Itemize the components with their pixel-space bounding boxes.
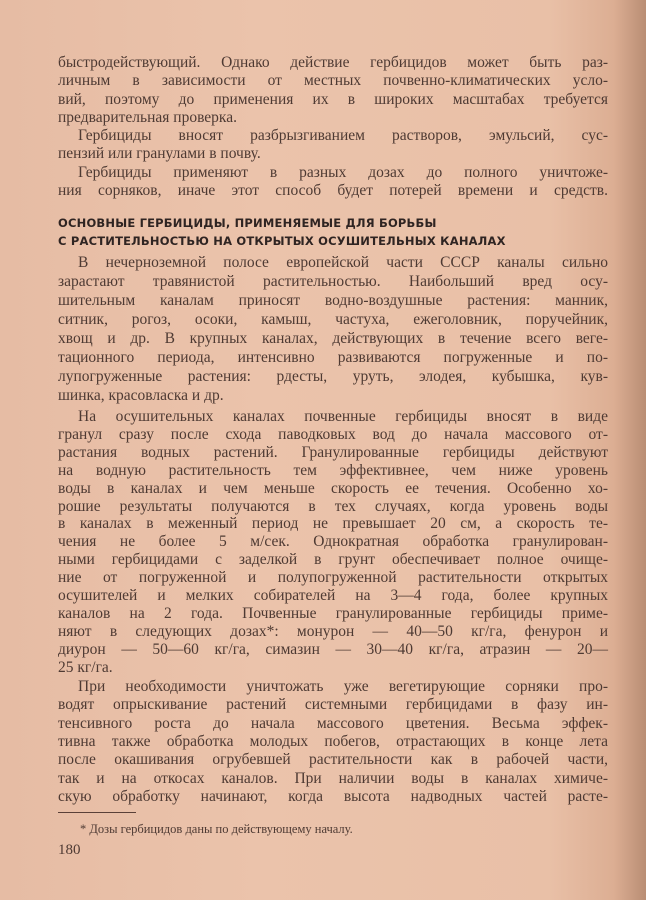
paragraph-4-line: шинка, красовласка и др. xyxy=(58,387,224,404)
paragraph-5-line: чения не более 5 м/сек. Однократная обработка гранулирован- xyxy=(58,533,608,551)
paragraph-3-line: ния сорняков, иначе этот способ будет потерей времени и средств. xyxy=(58,182,608,200)
paragraph-4-line: В нечерноземной полосе европейской части СССР каналы сильно xyxy=(78,254,608,271)
paragraph-5-line: На осушительных каналах почвенные гербициды вносят в виде xyxy=(78,408,608,425)
paragraph-5-line: осушителей и мелких собирателей на 3—4 года, более крупных xyxy=(58,587,608,604)
paragraph-6-line: тенсивного роста до начала массового цветения. Весьма эффек- xyxy=(58,714,608,732)
paragraph-5-line: 25 кг/га. xyxy=(58,658,113,676)
footnote-divider xyxy=(58,812,136,813)
paragraph-4-line: лупогруженные растения: рдесты, уруть, элодея, кубышка, кув- xyxy=(58,368,608,385)
paragraph-6-line: При необходимости уничтожать уже вегетирующие сорняки про- xyxy=(78,678,608,695)
paragraph-5-line: гранул сразу после схода паводковых вод до начала массового от- xyxy=(58,425,608,443)
paragraph-5-line: диурон — 50—60 кг/га, симазин — 30—40 кг/га, атразин — 20— xyxy=(58,640,608,658)
paragraph-5-line: ными гербицидами с заделкой в грунт обеспечивает полное очище- xyxy=(58,551,608,569)
paragraph-4-line: ситник, рогоз, осоки, камыш, частуха, ежеголовник, поручейник, xyxy=(58,311,608,328)
paragraph-6-line: после окашивания огрубевшей растительности как в рабочей части, xyxy=(58,751,608,769)
page-number: 180 xyxy=(58,842,81,858)
paragraph-4-line: хвощ и др. В крупных каналах, действующих в течение всего веге- xyxy=(58,330,608,347)
paragraph-6-line: тивна также обработка молодых побегов, отрастающих в конце лета xyxy=(58,732,608,750)
paragraph-1-line: предварительная проверка. xyxy=(58,109,237,127)
paragraph-4-line: шительным каналам приносят водно-воздушные растения: манник, xyxy=(58,292,608,309)
section-heading-line-2: С РАСТИТЕЛЬНОСТЬЮ НА ОТКРЫТЫХ ОСУШИТЕЛЬНЫХ КАНАЛАХ xyxy=(58,234,506,248)
paragraph-3-line: Гербициды применяют в разных дозах до полного уничтоже- xyxy=(78,164,608,181)
paragraph-5-line: растания водных растений. Гранулированные гербициды действуют xyxy=(58,443,608,461)
paragraph-5-line: ние от погруженной и полупогруженной растительности открытых xyxy=(58,569,608,587)
paragraph-6-line: скую обработку начинают, когда высота надводных частей расте- xyxy=(58,787,608,805)
paragraph-6-line: так и на откосах каналов. При наличии воды в каналах химиче- xyxy=(58,769,608,787)
paragraph-5-line: на водную растительность тем эффективнее, чем ниже уровень xyxy=(58,461,608,479)
paragraph-1-line: быстродействующий. Однако действие гербицидов может быть раз- xyxy=(58,54,608,71)
paragraph-5-line: няют в следующих дозах*: монурон — 40—50 кг/га, фенурон и xyxy=(58,622,608,640)
paragraph-2-line: Гербициды вносят разбрызгиванием растворов, эмульсий, сус- xyxy=(78,127,608,144)
paragraph-5-line: в каналах в меженный период не превышает 20 см, а скорость те- xyxy=(58,515,608,533)
paragraph-2-line: пензий или гранулами в почву. xyxy=(58,145,261,163)
paragraph-5-line: воды в каналах и чем меньше скорость ее течения. Особенно хо- xyxy=(58,479,608,497)
paragraph-4-line: тационного периода, интенсивно развиваются погруженные и по- xyxy=(58,349,608,366)
paragraph-1-line: личным в зависимости от местных почвенно-климатических усло- xyxy=(58,72,608,90)
section-heading-line-1: ОСНОВНЫЕ ГЕРБИЦИДЫ, ПРИМЕНЯЕМЫЕ ДЛЯ БОРЬБЫ xyxy=(58,216,437,230)
footnote: * Дозы гербицидов даны по действующему началу. xyxy=(80,822,353,836)
paragraph-1-line: вий, поэтому до применения их в широких масштабах требуется xyxy=(58,90,608,108)
paragraph-5-line: каналов на 2 года. Почвенные гранулированные гербициды приме- xyxy=(58,604,608,622)
paragraph-6-line: водят опрыскивание растений системными гербицидами в фазу ин- xyxy=(58,696,608,714)
paragraph-4-line: зарастают травянистой растительностью. Наибольший вред осу- xyxy=(58,273,608,290)
paragraph-5-line: рошие результаты получаются в тех случаях, когда уровень воды xyxy=(58,497,608,515)
